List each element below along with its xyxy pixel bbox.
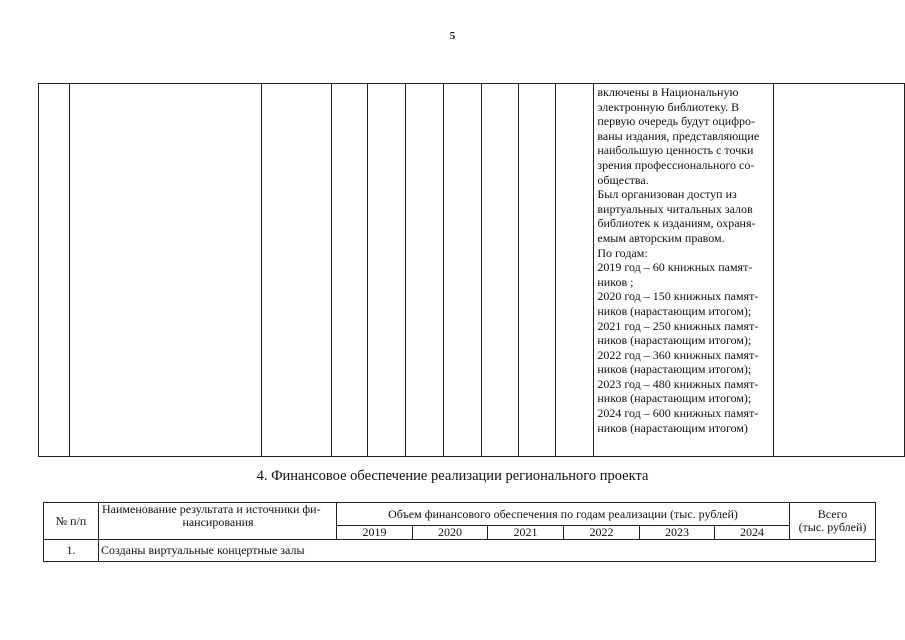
header-volume: Объем финансового обеспечения по годам реализации (тыс. рублей) xyxy=(337,503,790,526)
header-name-line: Наименование результата и источники фи- xyxy=(102,502,321,516)
header-row xyxy=(44,503,876,526)
page-number: 5 xyxy=(449,30,456,42)
text-line: виртуальных читальных залов xyxy=(597,201,753,216)
empty-cell xyxy=(69,84,261,457)
header-number: № п/п xyxy=(44,503,99,540)
year-cell: 2020 xyxy=(413,526,488,540)
year-cell: 2021 xyxy=(488,526,564,540)
table-row xyxy=(44,540,876,562)
header-name-line: нансирования xyxy=(182,515,254,529)
text-line: По годам: xyxy=(597,245,648,260)
finance-table xyxy=(43,502,876,562)
header-total-line: (тыс. рублей) xyxy=(798,520,867,534)
header-total xyxy=(790,503,876,540)
text-line: 2022 год – 360 книжных памят- xyxy=(597,347,759,362)
text-line: 2024 год – 600 книжных памят- xyxy=(597,406,759,421)
row-name: Созданы виртуальные концертные залы xyxy=(99,540,876,562)
text-line: ников ; xyxy=(597,274,634,289)
text-line: библиотек к изданиям, охраня- xyxy=(597,216,756,231)
empty-cell xyxy=(556,84,594,457)
section-title: 4. Финансовое обеспечение реализации регионального проекта xyxy=(256,468,649,484)
header-name xyxy=(99,503,337,540)
text-line: общества. xyxy=(597,172,649,187)
empty-cell xyxy=(262,84,332,457)
text-line: ников (нарастающим итогом); xyxy=(597,333,752,348)
text-line: ников (нарастающим итогом); xyxy=(597,391,752,406)
text-line: ваны издания, представляющие xyxy=(597,128,760,143)
text-line: емым авторским правом. xyxy=(597,230,725,245)
text-line: ников (нарастающим итогом) xyxy=(597,420,748,435)
year-cell: 2019 xyxy=(337,526,413,540)
continuation-text-cell xyxy=(594,84,774,457)
text-line: первую очередь будут оцифро- xyxy=(597,114,755,129)
year-cell: 2024 xyxy=(715,526,790,540)
empty-cell xyxy=(368,84,406,457)
empty-cell xyxy=(39,84,70,457)
empty-cell xyxy=(443,84,481,457)
empty-cell xyxy=(518,84,556,457)
year-cell: 2023 xyxy=(640,526,715,540)
text-line: электронную библиотеку. В xyxy=(597,99,740,114)
text-line: 2019 год – 60 книжных памят- xyxy=(597,260,753,275)
text-line: 2021 год – 250 книжных памят- xyxy=(597,318,759,333)
text-line: включены в Национальную xyxy=(597,85,739,99)
empty-cell xyxy=(481,84,518,457)
text-line: ников (нарастающим итогом); xyxy=(597,362,752,377)
empty-cell xyxy=(405,84,443,457)
header-total-line: Всего xyxy=(817,507,848,521)
text-line: 2023 год – 480 книжных памят- xyxy=(597,376,759,391)
empty-cell xyxy=(774,84,905,457)
text-line: наибольшую ценность с точки xyxy=(597,143,754,158)
empty-cell xyxy=(332,84,368,457)
text-line: 2020 год – 150 книжных памят- xyxy=(597,289,759,304)
text-line: Был организован доступ из xyxy=(597,187,737,202)
text-line: зрения профессионального со- xyxy=(597,157,755,172)
row-number: 1. xyxy=(44,540,99,562)
text-line: ников (нарастающим итогом); xyxy=(597,303,752,318)
continuation-table xyxy=(38,83,905,457)
continuation-row xyxy=(39,84,905,457)
year-cell: 2022 xyxy=(564,526,640,540)
